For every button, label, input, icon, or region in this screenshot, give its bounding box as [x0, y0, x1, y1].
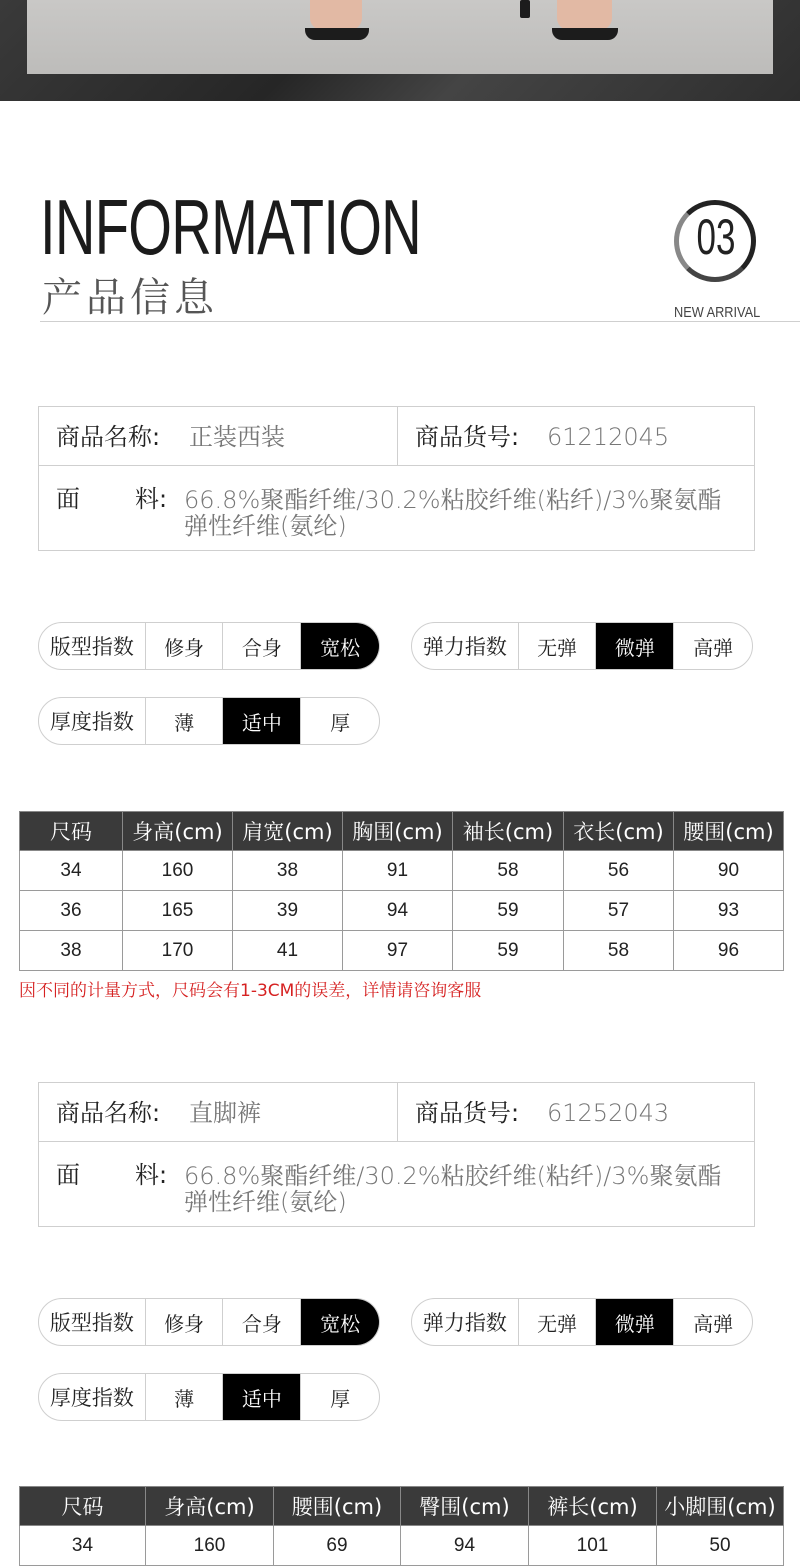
fit-index	[38, 622, 380, 670]
table-row	[20, 891, 784, 931]
table-cell: 38	[20, 931, 123, 971]
table-cell: 94	[343, 891, 453, 931]
elastic-index	[411, 622, 753, 670]
size-note: 因不同的计量方式，尺码会有1-3CM的误差，详情请咨询客服	[19, 981, 482, 1001]
column-header: 尺码	[20, 1487, 146, 1526]
thickness-option-thin[interactable]: 薄	[146, 1374, 224, 1420]
sandal-left	[305, 28, 369, 40]
fit-index-label: 版型指数	[39, 1299, 146, 1345]
column-header: 身高(cm)	[123, 812, 233, 851]
product-sku-value: 61212045	[547, 423, 670, 451]
table-cell: 50	[657, 1526, 784, 1566]
table-cell: 34	[20, 1526, 146, 1566]
thickness-index-label: 厚度指数	[39, 698, 146, 744]
column-divider	[397, 407, 398, 466]
elastic-index-label: 弹力指数	[412, 1299, 519, 1345]
product-info-box	[38, 1082, 755, 1227]
table-cell: 59	[453, 931, 564, 971]
elastic-option-none[interactable]: 无弹	[519, 1299, 597, 1345]
table-cell: 56	[564, 851, 674, 891]
product-info-box	[38, 406, 755, 551]
column-divider	[397, 1083, 398, 1142]
table-cell: 97	[343, 931, 453, 971]
thickness-index	[38, 697, 380, 745]
fabric-value: 66.8%聚酯纤维/30.2%粘胶纤维(粘纤)/3%聚氨酯弹性纤维(氨纶)	[184, 1162, 722, 1216]
table-cell: 36	[20, 891, 123, 931]
table-cell: 41	[233, 931, 343, 971]
table-cell: 90	[674, 851, 784, 891]
table-cell: 58	[453, 851, 564, 891]
product-sku-value: 61252043	[547, 1099, 670, 1127]
section-subtitle: 产品信息	[42, 275, 218, 321]
product-photo	[0, 0, 800, 101]
header-divider	[40, 321, 800, 322]
foot-left	[310, 0, 362, 30]
product-sku-label: 商品货号:	[415, 423, 520, 451]
elastic-option-slight[interactable]: 微弹	[596, 1299, 674, 1345]
table-cell: 57	[564, 891, 674, 931]
column-header: 臀围(cm)	[401, 1487, 529, 1526]
thickness-option-thin[interactable]: 薄	[146, 698, 224, 744]
column-header: 腰围(cm)	[274, 1487, 401, 1526]
table-cell: 160	[123, 851, 233, 891]
product-name-value: 直脚裤	[189, 1099, 261, 1127]
table-cell: 39	[233, 891, 343, 931]
elastic-index	[411, 1298, 753, 1346]
table-header-row	[20, 1487, 784, 1526]
thickness-option-thick[interactable]: 厚	[330, 710, 351, 735]
table-cell: 165	[123, 891, 233, 931]
product-name-value: 正装西装	[189, 423, 285, 451]
badge-03-icon	[670, 198, 762, 284]
sandal-right	[552, 28, 618, 40]
fabric-label-part2: 料:	[135, 1161, 168, 1189]
table-row	[20, 931, 784, 971]
table-cell: 160	[146, 1526, 274, 1566]
heel-strap	[520, 0, 530, 18]
column-header: 衣长(cm)	[564, 812, 674, 851]
column-header: 胸围(cm)	[343, 812, 453, 851]
column-header: 腰围(cm)	[674, 812, 784, 851]
fit-option-regular[interactable]: 合身	[223, 1299, 301, 1345]
fit-option-slim[interactable]: 修身	[146, 1299, 224, 1345]
table-cell: 170	[123, 931, 233, 971]
column-header: 尺码	[20, 812, 123, 851]
thickness-option-thick[interactable]: 厚	[330, 1386, 351, 1411]
thickness-option-medium[interactable]: 适中	[223, 698, 301, 744]
table-cell: 101	[529, 1526, 657, 1566]
table-cell: 93	[674, 891, 784, 931]
elastic-option-high[interactable]: 高弹	[693, 1311, 734, 1336]
fit-option-regular[interactable]: 合身	[223, 623, 301, 669]
table-cell: 69	[274, 1526, 401, 1566]
table-header-row	[20, 812, 784, 851]
elastic-index-label: 弹力指数	[412, 623, 519, 669]
fit-option-loose[interactable]: 宽松	[301, 1299, 379, 1345]
fabric-label-part1: 面	[56, 485, 80, 513]
product-sku-label: 商品货号:	[415, 1099, 520, 1127]
column-header: 袖长(cm)	[453, 812, 564, 851]
thickness-index	[38, 1373, 380, 1421]
table-cell: 34	[20, 851, 123, 891]
elastic-option-none[interactable]: 无弹	[519, 623, 597, 669]
badge-number: 03	[696, 209, 736, 265]
fit-option-slim[interactable]: 修身	[146, 623, 224, 669]
fabric-value: 66.8%聚酯纤维/30.2%粘胶纤维(粘纤)/3%聚氨酯弹性纤维(氨纶)	[184, 486, 722, 540]
thickness-index-label: 厚度指数	[39, 1374, 146, 1420]
fit-index-label: 版型指数	[39, 623, 146, 669]
fabric-label-part1: 面	[56, 1161, 80, 1189]
elastic-option-slight[interactable]: 微弹	[596, 623, 674, 669]
thickness-option-medium[interactable]: 适中	[223, 1374, 301, 1420]
foot-right	[557, 0, 612, 30]
table-cell: 91	[343, 851, 453, 891]
photo-floor	[27, 0, 773, 74]
column-header: 小脚围(cm)	[657, 1487, 784, 1526]
section-title: INFORMATION	[40, 183, 422, 271]
table-cell: 58	[564, 931, 674, 971]
table-cell: 96	[674, 931, 784, 971]
size-table	[19, 811, 784, 971]
table-row	[20, 851, 784, 891]
product-name-label: 商品名称:	[56, 1099, 161, 1127]
column-header: 肩宽(cm)	[233, 812, 343, 851]
table-cell: 59	[453, 891, 564, 931]
fabric-label-part2: 料:	[135, 485, 168, 513]
column-header: 裤长(cm)	[529, 1487, 657, 1526]
fit-option-loose[interactable]: 宽松	[301, 623, 379, 669]
fit-index	[38, 1298, 380, 1346]
table-cell: 94	[401, 1526, 529, 1566]
product-name-label: 商品名称:	[56, 423, 161, 451]
size-table	[19, 1486, 784, 1566]
table-cell: 38	[233, 851, 343, 891]
new-arrival-caption: NEW ARRIVAL	[674, 304, 761, 321]
column-header: 身高(cm)	[146, 1487, 274, 1526]
elastic-option-high[interactable]: 高弹	[693, 635, 734, 660]
